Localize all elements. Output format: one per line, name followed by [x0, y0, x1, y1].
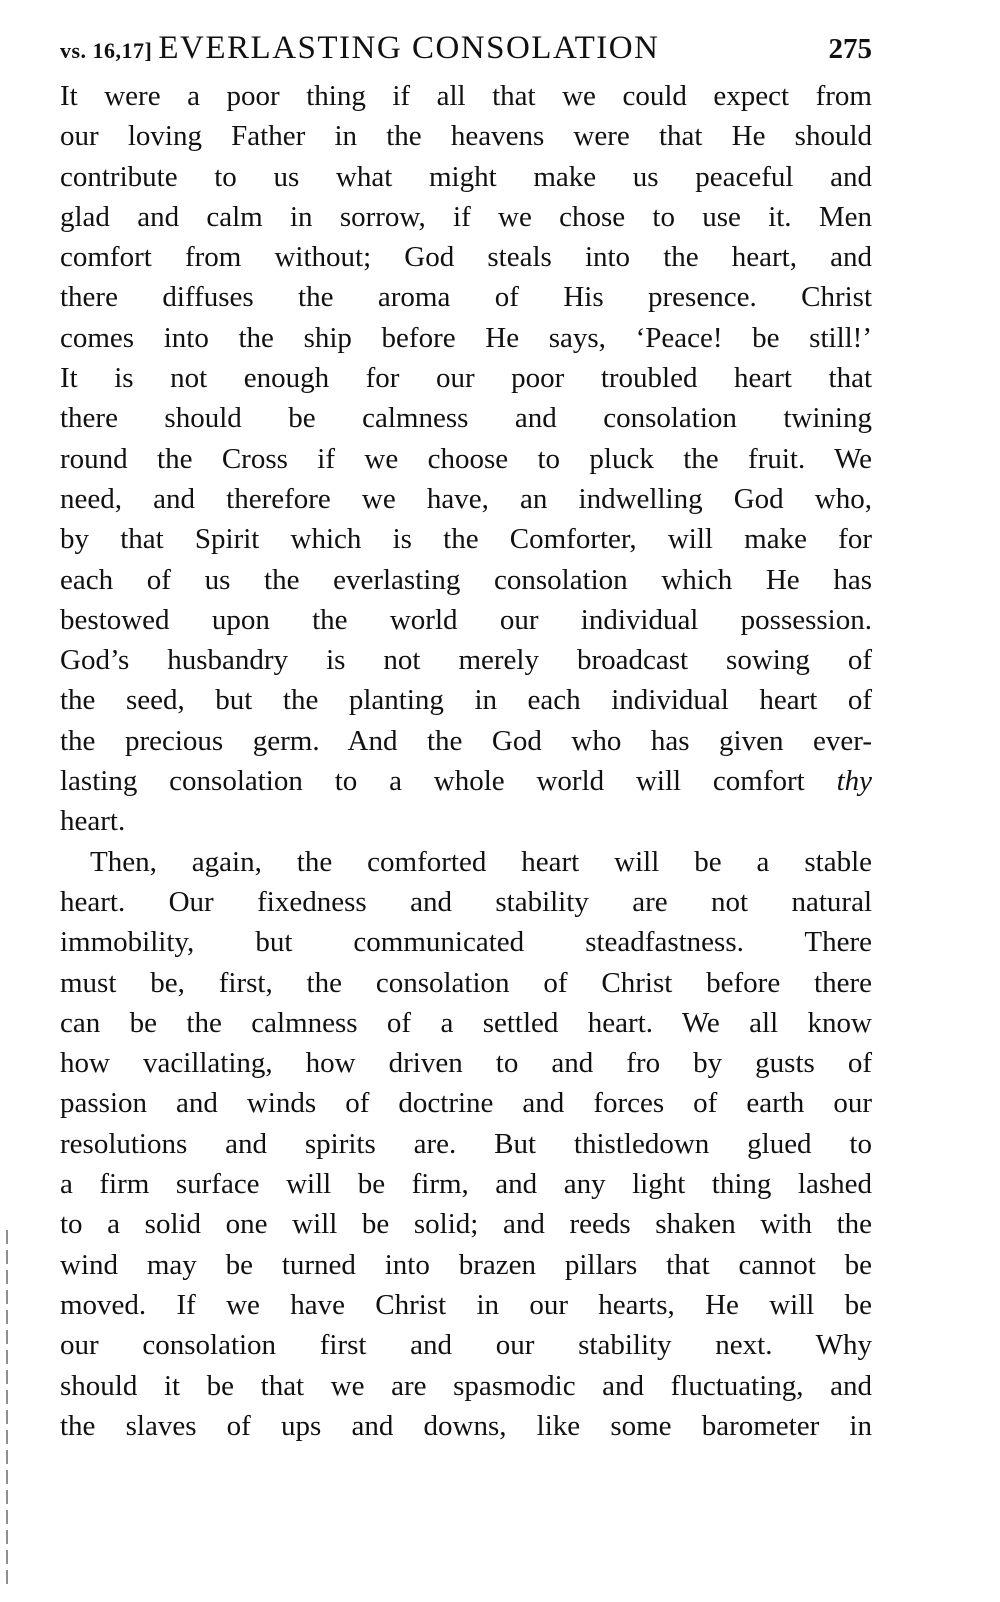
text-line [60, 761, 872, 801]
emphasized-word: thy [836, 765, 873, 798]
page-number: 275 [828, 33, 872, 65]
text-line: bestowed upon the world our individual possession. [60, 603, 872, 636]
text-line: It is not enough for our poor troubled heart that [60, 362, 872, 395]
running-head [60, 30, 872, 76]
book-page [60, 30, 872, 1446]
text-line: moved. If we have Christ in our hearts, He will be [60, 1288, 872, 1321]
text-line: there diffuses the aroma of His presence. Christ [60, 281, 872, 314]
text-line: must be, first, the consolation of Christ before there [60, 966, 872, 999]
text-line: our consolation first and our stability next. Why [60, 1329, 872, 1362]
text-line: our loving Father in the heavens were that He should [60, 120, 872, 153]
text-line: It were a poor thing if all that we could expect from [60, 80, 872, 112]
paragraph-2 [60, 842, 872, 1446]
text-line: how vacillating, how driven to and fro by gusts of [60, 1047, 872, 1080]
text-line: immobility, but communicated steadfastness. There [60, 926, 872, 959]
text-line: Then, again, the comforted heart will be a stable [90, 845, 872, 878]
text-line: comes into the ship before He says, ‘Peace! be still!’ [60, 321, 872, 354]
text-line: there should be calmness and consolation twining [60, 402, 872, 435]
text-line: by that Spirit which is the Comforter, will make for [60, 523, 872, 556]
text-line: the precious germ. And the God who has given ever- [60, 724, 872, 757]
text-line: should it be that we are spasmodic and fluctuating, and [60, 1369, 872, 1402]
text-line: resolutions and spirits are. But thistledown glued to [60, 1127, 872, 1160]
text-line: the slaves of ups and downs, like some barometer in [60, 1409, 872, 1442]
text-line: wind may be turned into brazen pillars that cannot be [60, 1248, 872, 1281]
body-text [60, 76, 872, 1446]
text-line: need, and therefore we have, an indwelling God who, [60, 482, 872, 515]
verse-reference: vs. 16,17] [60, 38, 153, 63]
text-line: a firm surface will be firm, and any light thing lashed [60, 1168, 872, 1201]
text-line: to a solid one will be solid; and reeds shaken with the [60, 1208, 872, 1241]
text-line: each of us the everlasting consolation which He has [60, 563, 872, 596]
text-line: comfort from without; God steals into the heart, and [60, 241, 872, 274]
text-line: contribute to us what might make us peaceful and [60, 160, 872, 193]
scan-binding-edge [6, 1230, 8, 1590]
text-line: glad and calm in sorrow, if we chose to use it. Men [60, 200, 872, 233]
text-line: heart. [60, 805, 126, 838]
text-line: passion and winds of doctrine and forces of earth our [60, 1087, 872, 1120]
text-line: God’s husbandry is not merely broadcast sowing of [60, 644, 872, 677]
text-line: can be the calmness of a settled heart. We all know [60, 1006, 872, 1039]
text-line-part: lasting consolation to a whole world will comfort [60, 765, 805, 798]
text-line: round the Cross if we choose to pluck the fruit. We [60, 442, 872, 475]
running-title: EVERLASTING CONSOLATION [158, 30, 660, 66]
paragraph-1 [60, 76, 872, 842]
text-line: heart. Our fixedness and stability are not natural [60, 885, 872, 918]
text-line: the seed, but the planting in each individual heart of [60, 684, 872, 717]
